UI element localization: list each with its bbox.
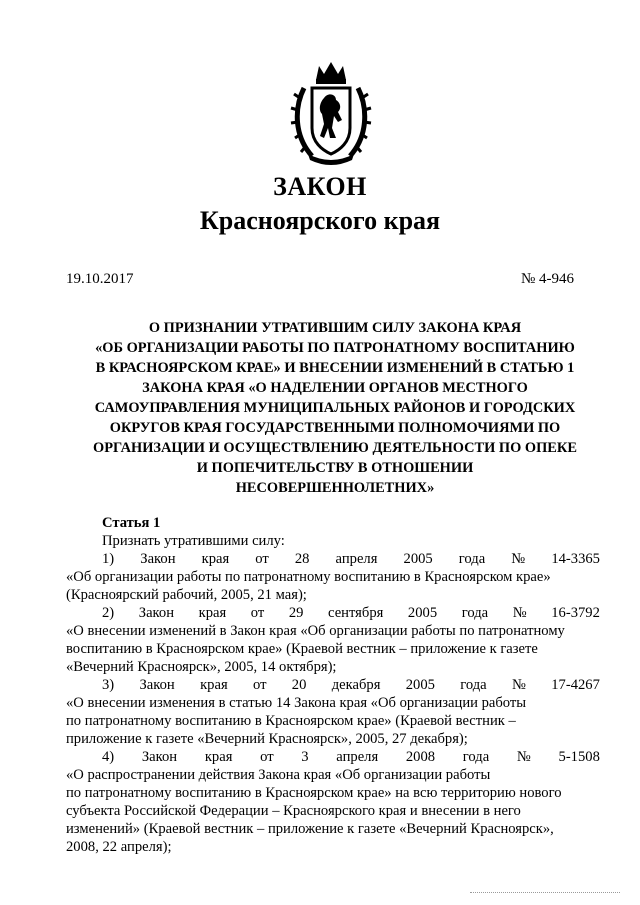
item-word: 1) [102,551,115,567]
item-word: Закон [139,677,175,693]
item-word: от [252,677,267,693]
item-word: 4) [102,749,115,765]
item-line: 2008, 22 апреля); [66,839,172,855]
item-word: года [460,677,487,693]
item-word: декабря [331,677,381,693]
item-word: 2005 [407,605,438,621]
item-word: сентября [328,605,384,621]
item-word: Закон [138,605,175,621]
item-word: № [516,749,531,765]
item-word: года [461,605,489,621]
item-line: по патронатному воспитанию в Красноярском крае» на всю территорию нового [66,785,562,801]
item-word: апреля [335,551,378,567]
item-first-line [66,748,600,766]
document-title: ЗАКОН [273,172,367,201]
law-title-line: ОКРУГОВ КРАЯ ГОСУДАРСТВЕННЫМИ ПОЛНОМОЧИЯМИ ПО [109,420,561,436]
item-line: «Об организации работы по патронатному воспитанию в Красноярском крае» [66,569,551,585]
item-word: 20 [291,677,307,693]
item-word: 2005 [403,551,433,567]
item-word: края [201,551,230,567]
item-word: 14-3365 [551,551,600,567]
item-word: края [204,749,233,765]
item-line: изменений» (Краевой вестник – приложение к газете «Вечерний Красноярск», [66,821,554,837]
law-title-line: «ОБ ОРГАНИЗАЦИИ РАБОТЫ ПО ПАТРОНАТНОМУ ВОСПИТАНИЮ [95,340,575,356]
item-word: года [458,551,486,567]
law-title-line: О ПРИЗНАНИИ УТРАТИВШИМ СИЛУ ЗАКОНА КРАЯ [148,320,522,336]
law-title-line: В КРАСНОЯРСКОМ КРАЕ» И ВНЕСЕНИИ ИЗМЕНЕНИЙ В СТАТЬЮ 1 [95,360,575,376]
item-line: «О внесении изменений в Закон края «Об организации работы по патронатному [66,623,565,639]
item-word: 2) [102,605,115,621]
item-line: (Красноярский рабочий, 2005, 21 мая); [66,587,307,603]
item-word: года [462,749,490,765]
item-word: от [260,749,274,765]
item-word: 2008 [405,749,436,765]
scan-artifact-line [470,892,620,894]
item-line: субъекта Российской Федерации – Красноярского края и внесении в него [66,803,521,819]
law-title-line: НЕСОВЕРШЕННОЛЕТНИХ» [235,480,435,496]
article-items [66,550,600,856]
law-number: № 4-946 [520,271,574,287]
item-word: Закон [141,749,178,765]
item-word: от [250,605,265,621]
item-word: № [511,677,526,693]
article-item [66,604,600,676]
item-word: 2005 [405,677,435,693]
item-line: по патронатному воспитанию в Красноярском крае» (Краевой вестник – [66,713,516,729]
item-word: № [511,551,526,567]
law-title-line: ОРГАНИЗАЦИИ И ОСУЩЕСТВЛЕНИЮ ДЕЯТЕЛЬНОСТИ ПО ОПЕКЕ [93,440,577,456]
article-item [66,676,600,748]
item-word: 3) [102,677,115,693]
law-title-line: САМОУПРАВЛЕНИЯ МУНИЦИПАЛЬНЫХ РАЙОНОВ И ГОРОДСКИХ [94,400,576,416]
item-word: края [200,677,228,693]
item-line: приложение к газете «Вечерний Красноярск», 2005, 27 декабря); [66,731,468,747]
item-word: 29 [288,605,304,621]
item-line: «О внесении изменения в статью 14 Закона края «Об организации работы [66,695,527,711]
item-line: «Вечерний Красноярск», 2005, 14 октября); [66,659,337,675]
item-word: 3 [301,749,309,765]
article-intro: Признать утратившими силу: [102,533,285,549]
item-word: края [198,605,227,621]
item-first-line [66,604,600,622]
item-line: воспитанию в Красноярском крае» (Краевой вестник – приложение к газете [66,641,538,657]
item-word: от [255,551,269,567]
article-heading: Статья 1 [102,515,161,531]
law-date: 19.10.2017 [66,271,134,287]
document-subtitle: Красноярского края [199,206,441,235]
item-word: Закон [140,551,176,567]
article-item [66,748,600,856]
article-item [66,550,600,604]
item-word: № [512,605,527,621]
item-word: 28 [294,551,310,567]
item-word: 5-1508 [558,749,600,765]
item-first-line [66,550,600,568]
law-title-line: И ПОПЕЧИТЕЛЬСТВУ В ОТНОШЕНИИ [196,460,474,476]
item-line: «О распространении действия Закона края «Об организации работы [66,767,491,783]
law-title-line: ЗАКОНА КРАЯ «О НАДЕЛЕНИИ ОРГАНОВ МЕСТНОГО [142,380,528,396]
item-first-line [66,676,600,694]
article-body [66,514,600,856]
law-title [70,318,600,498]
item-word: 16-3792 [551,605,600,621]
item-word: 17-4267 [551,677,600,693]
krasnoyarsk-coat-of-arms-icon [286,58,376,168]
item-word: апреля [336,749,379,765]
